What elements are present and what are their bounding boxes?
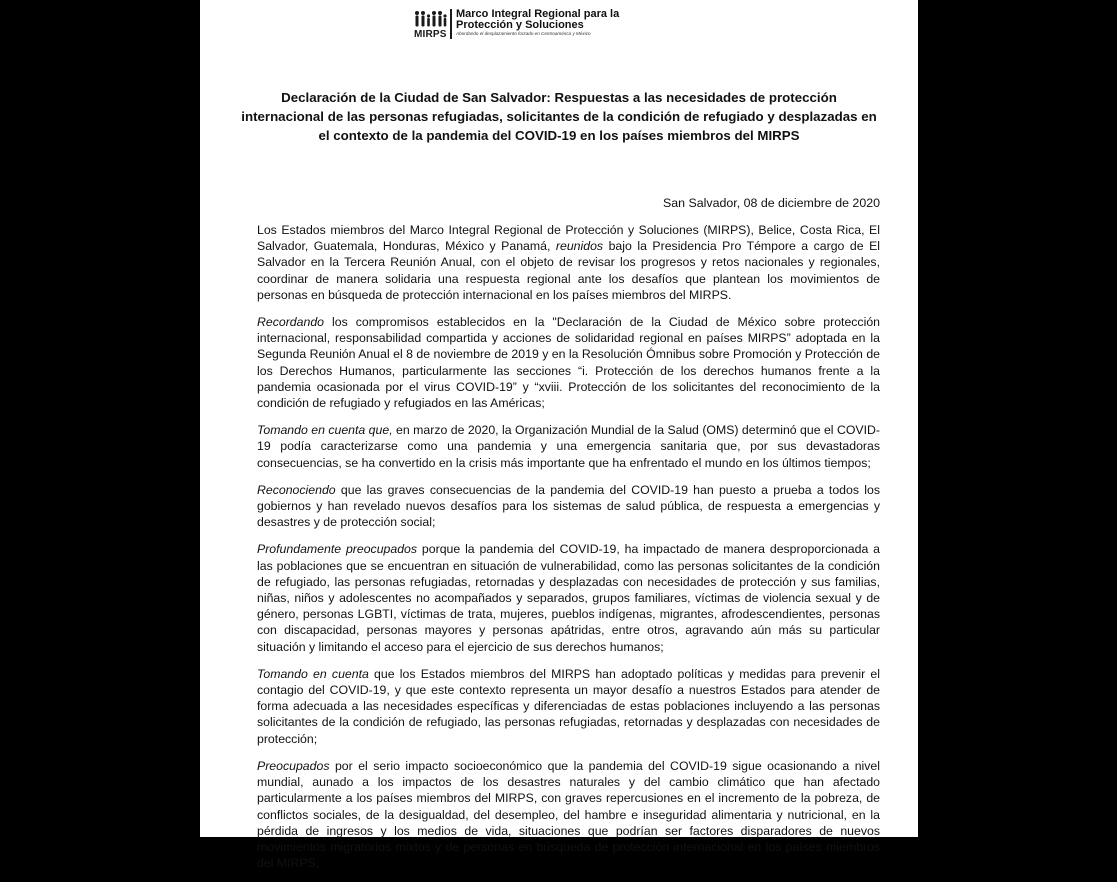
paragraph: [257, 222, 880, 303]
paragraph: [257, 482, 880, 531]
document-title: Declaración de la Ciudad de San Salvador: Respuestas a las necesidades de protección internacional de las personas refugiadas, solicitantes de la condición de refugiado y desplazadas en el contexto de la pandemia del COVID-19 en los países miembros del MIRPS: [241, 90, 877, 143]
mirps-logo: [414, 9, 619, 41]
logo-title-line2: Protección y Soluciones: [456, 19, 584, 31]
paragraph-emphasis: reunidos: [555, 239, 604, 254]
paragraph-lead: Profundamente preocupados: [257, 542, 418, 557]
paragraph-text: los compromisos establecidos en la "Declaración de la Ciudad de México sobre protección internacional, responsabilidad compartida y acciones de solidaridad regional en países MIRPS” adoptada en la Segunda Reunión Anual el 8 de noviembre de 2019 y en la Resolución Ómnibus sobre Promoción y Protección de los Derechos Humanos, particularmente las secciones “i. Protección de los derechos humanos frente a la pandemia ocasionada por el virus COVID-19” y “xviii. Protección de los solicitantes del reconocimiento de la condición de refugiado y refugiados en las Américas;: [257, 315, 880, 411]
paragraph-lead: Tomando en cuenta: [257, 666, 369, 681]
paragraph-text: que las graves consecuencias de la pandemia del COVID-19 han puesto a prueba a todos los gobiernos y han revelado nuevos desafíos para los sistemas de salud pública, de respuesta a emergencias y desastres y de protección social;: [257, 482, 880, 530]
logo-tagline: Abordando el desplazamiento forzado en Centroamérica y México: [456, 31, 591, 36]
logo-title-line1: Marco Integral Regional para la: [456, 8, 620, 20]
paragraph-lead: Recordando: [257, 315, 324, 330]
paragraph: [257, 541, 880, 654]
document-date: San Salvador, 08 de diciembre de 2020: [663, 196, 880, 210]
paragraph-text: bajo la Presidencia Pro Témpore a cargo de El Salvador en la Tercera Reunión Anual, con el objeto de revisar los progresos y retos nacionales y regionales, coordinar de manera solidaria una respuesta regional ante los desafíos que plantean los movimientos de personas en búsqueda de protección internacional en los países miembros del MIRPS.: [257, 239, 880, 302]
paragraph-lead: Preocupados: [257, 758, 330, 773]
document-body: [257, 222, 880, 882]
paragraph: [257, 314, 880, 411]
paragraph-pre: Los Estados miembros del Marco Integral Regional de Protección y Soluciones (MIRPS), Belice, Costa Rica, El Salvador, Guatemala, Honduras, México y Panamá,: [257, 223, 880, 254]
paragraph-text: por el serio impacto socioeconómico que la pandemia del COVID-19 sigue ocasionando a nivel mundial, aunado a los impactos de los desastres naturales y del cambio climático que han afectado particularmente a los países miembros del MIRPS, con graves repercusiones en el incremento de la pobreza, de conflictos sociales, de la desigualdad, del desempleo, del hambre e inseguridad alimentaria y nutricional, en la pérdida de ingresos y los medios de vida, situaciones que podrían ser factores disparadores de nuevos movimientos migratorios mixtos y de personas en búsqueda de protección internacional en los países miembros del MIRPS;: [257, 758, 880, 871]
logo-text: [456, 9, 619, 37]
paragraph-text: en marzo de 2020, la Organización Mundial de la Salud (OMS) determinó que el COVID-19 podía caracterizarse como una pandemia y una emergencia sanitaria que, por sus devastadoras consecuencias, se ha convertido en la crisis más importante que ha enfrentado el mundo en los últimos tiempos;: [257, 423, 881, 470]
paragraph: [257, 758, 880, 871]
paragraph-lead: Reconociendo: [257, 482, 336, 497]
paragraph-text: que los Estados miembros del MIRPS han adoptado políticas y medidas para prevenir el contagio del COVID-19, y que este contexto representa un mayor desafío a nuestros Estados para atender de forma adecuada a las necesidades específicas y diferenciadas de estas poblaciones incluyendo a las personas solicitantes de la condición de refugiado, las personas refugiadas, retornadas y desplazadas con necesidades de protección;: [257, 666, 880, 746]
logo-acronym: MIRPS: [414, 29, 447, 40]
logo-divider: [450, 9, 452, 39]
paragraph: [257, 666, 880, 747]
paragraph-lead: Tomando en cuenta que,: [257, 423, 393, 438]
people-silhouettes-icon: [414, 9, 448, 41]
paragraph: [257, 422, 880, 471]
paragraph-text: porque la pandemia del COVID-19, ha impactado de manera desproporcionada a las poblaciones que se encuentran en situación de vulnerabilidad, como las personas solicitantes de la condición de refugiado, las personas refugiadas, retornadas y desplazadas con necesidades de protección y sus familias, niñas, niños y adolescentes no acompañados y separados, grupos familiares, víctimas de violencia sexual y de género, personas LGBTI, víctimas de trata, mujeres, pueblos indígenas, migrantes, afrodescendientes, personas con discapacidad, personas mayores y personas apátridas, entre otros, agravando aún más su particular situación y limitando el acceso para el ejercicio de sus derechos humanos;: [257, 542, 880, 654]
document-page: [200, 0, 918, 871]
